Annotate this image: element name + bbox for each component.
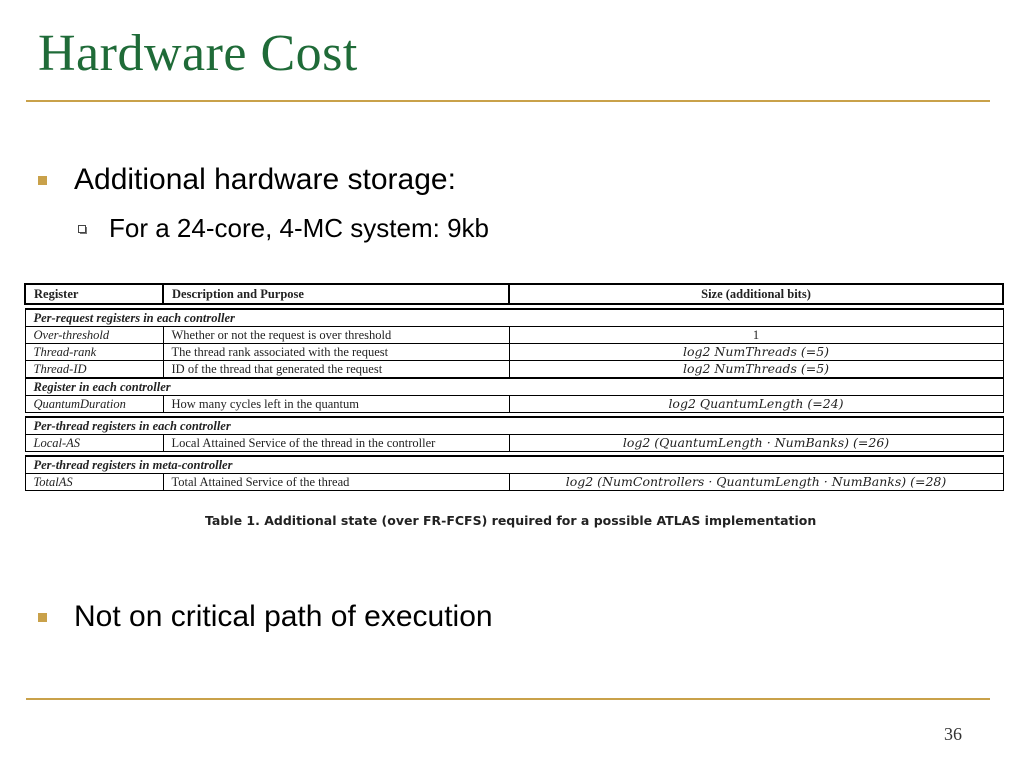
hollow-square-bullet-icon [78, 225, 86, 233]
table-section-row: Per-request registers in each controller [25, 309, 1003, 327]
slide-title: Hardware Cost [38, 25, 358, 82]
column-header: Size (additional bits) [509, 284, 1003, 304]
bullet-text: Not on critical path of execution [74, 600, 493, 633]
sub-bullet-system [78, 213, 489, 244]
table-section-row: Register in each controller [25, 378, 1003, 396]
bullet-text: Additional hardware storage: [74, 163, 456, 196]
table-caption: Table 1. Additional state (over FR-FCFS) required for a possible ATLAS implementation [205, 513, 817, 528]
page-number: 36 [944, 724, 962, 744]
table-row: Local-AS Local Attained Service of the thread in the controller log2 (QuantumLength · NumBanks) (=26) [25, 435, 1003, 452]
table-row: Thread-rank The thread rank associated with the request log2 NumThreads (=5) [25, 344, 1003, 361]
table-row: Thread-ID ID of the thread that generated the request log2 NumThreads (=5) [25, 361, 1003, 379]
table-row: QuantumDuration How many cycles left in the quantum log2 QuantumLength (=24) [25, 396, 1003, 413]
bullet-critical-path [38, 600, 493, 634]
square-bullet-icon [38, 613, 47, 622]
hardware-state-table [24, 283, 1002, 491]
table-row: TotalAS Total Attained Service of the thread log2 (NumControllers · QuantumLength · NumBanks) (=28) [25, 474, 1003, 491]
title-divider [26, 100, 990, 102]
column-header: Description and Purpose [163, 284, 509, 304]
footer-divider [26, 698, 990, 700]
table-section-row: Per-thread registers in meta-controller [25, 456, 1003, 474]
table-header-row [25, 284, 1003, 304]
table-row: Over-threshold Whether or not the request is over threshold 1 [25, 327, 1003, 344]
bullet-storage [38, 163, 456, 197]
sub-bullet-text: For a 24-core, 4-MC system: 9kb [109, 213, 489, 243]
square-bullet-icon [38, 176, 47, 185]
table-section-row: Per-thread registers in each controller [25, 417, 1003, 435]
column-header: Register [25, 284, 163, 304]
